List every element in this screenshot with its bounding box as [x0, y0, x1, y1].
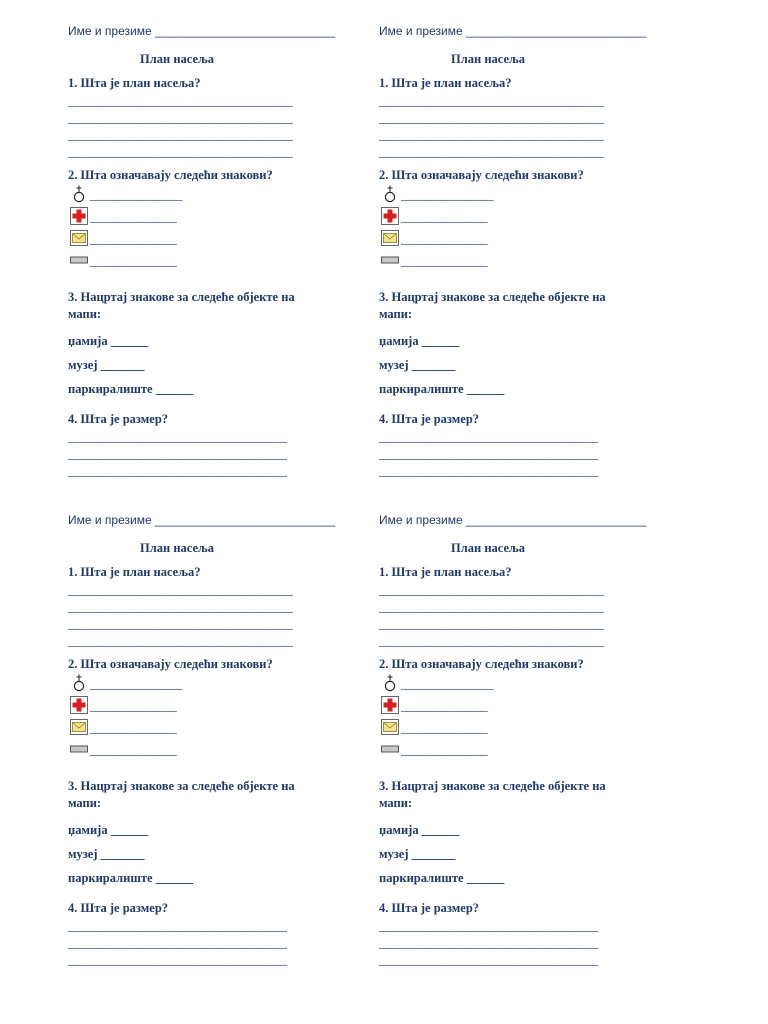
question-3: 3. Нацртај знакове за следеће објекте на мапи:: [379, 779, 606, 810]
question-3: 3. Нацртај знакове за следеће објекте на мапи:: [68, 290, 295, 321]
hospital-cross-icon: [381, 207, 399, 225]
object-museum: музеј _______: [379, 847, 456, 861]
object-parking: паркиралиште ______: [68, 382, 194, 396]
road-bar-icon: [381, 740, 399, 758]
answer-line: ______________________________________: [379, 919, 598, 933]
question-4: 4. Шта је размер?: [379, 412, 480, 426]
answer-line: _______________________________________: [68, 145, 293, 159]
question-4: 4. Шта је размер?: [379, 901, 480, 915]
symbol-answer-line: _______________: [90, 254, 177, 268]
name-label: Име и презиме: [68, 24, 152, 38]
symbol-answer-line: _______________: [90, 232, 177, 246]
answer-line: _______________________________________: [68, 583, 293, 597]
church-icon: [381, 674, 399, 692]
symbol-answer-line: _______________: [90, 699, 177, 713]
name-blank: ___________________________: [154, 24, 336, 38]
answer-line: _______________________________________: [68, 600, 293, 614]
object-mosque: џамија ______: [379, 334, 460, 348]
answer-line: ______________________________________: [68, 464, 287, 478]
symbol-answer-line: ________________: [90, 188, 182, 202]
symbol-answer-line: ________________: [90, 677, 182, 691]
answer-line: _______________________________________: [68, 128, 293, 142]
question-2: 2. Шта означавају следећи знакови?: [379, 168, 584, 182]
answer-line: ______________________________________: [379, 936, 598, 950]
name-line: [379, 512, 646, 529]
hospital-cross-icon: [70, 207, 88, 225]
symbol-answer-line: _______________: [401, 232, 488, 246]
hospital-cross-icon: [70, 696, 88, 714]
worksheet-title: План насеља: [140, 52, 215, 66]
road-bar-icon: [70, 740, 88, 758]
name-line: [379, 23, 646, 40]
answer-line: _______________________________________: [68, 617, 293, 631]
answer-line: _______________________________________: [379, 634, 604, 648]
symbol-answer-line: _______________: [90, 721, 177, 735]
answer-line: _______________________________________: [68, 634, 293, 648]
symbol-answer-line: _______________: [401, 721, 488, 735]
object-mosque: џамија ______: [68, 823, 149, 837]
answer-line: _______________________________________: [379, 94, 604, 108]
name-line: [68, 23, 335, 40]
question-1: 1. Шта је план насеља?: [68, 76, 201, 90]
road-bar-icon: [70, 251, 88, 269]
name-blank: ___________________________: [465, 24, 647, 38]
question-1: 1. Шта је план насеља?: [68, 565, 201, 579]
answer-line: _______________________________________: [379, 145, 604, 159]
answer-line: _______________________________________: [68, 111, 293, 125]
question-1: 1. Шта је план насеља?: [379, 565, 512, 579]
answer-line: ______________________________________: [379, 953, 598, 967]
hospital-cross-icon: [381, 696, 399, 714]
answer-line: ______________________________________: [379, 430, 598, 444]
answer-line: _______________________________________: [379, 111, 604, 125]
question-2: 2. Шта означавају следећи знакови?: [68, 168, 273, 182]
symbol-answer-line: _______________: [90, 743, 177, 757]
answer-line: ______________________________________: [68, 430, 287, 444]
answer-line: _______________________________________: [379, 617, 604, 631]
name-blank: ___________________________: [465, 513, 647, 527]
church-icon: [70, 674, 88, 692]
post-envelope-icon: [70, 718, 88, 736]
symbol-answer-line: _______________: [401, 254, 488, 268]
name-label: Име и презиме: [379, 24, 463, 38]
answer-line: ______________________________________: [68, 936, 287, 950]
question-3: 3. Нацртај знакове за следеће објекте на мапи:: [379, 290, 606, 321]
name-blank: ___________________________: [154, 513, 336, 527]
answer-line: ______________________________________: [68, 953, 287, 967]
object-parking: паркиралиште ______: [379, 871, 505, 885]
question-2: 2. Шта означавају следећи знакови?: [379, 657, 584, 671]
church-icon: [70, 185, 88, 203]
name-label: Име и презиме: [68, 513, 152, 527]
object-museum: музеј _______: [68, 358, 145, 372]
answer-line: ______________________________________: [68, 447, 287, 461]
object-mosque: џамија ______: [68, 334, 149, 348]
worksheet-title: План насеља: [451, 541, 526, 555]
symbol-answer-line: _______________: [401, 699, 488, 713]
symbol-answer-line: _______________: [401, 743, 488, 757]
answer-line: _______________________________________: [68, 94, 293, 108]
post-envelope-icon: [381, 718, 399, 736]
question-4: 4. Шта је размер?: [68, 901, 169, 915]
object-museum: музеј _______: [68, 847, 145, 861]
symbol-answer-line: ________________: [401, 188, 493, 202]
object-museum: музеј _______: [379, 358, 456, 372]
answer-line: _______________________________________: [379, 583, 604, 597]
name-line: [68, 512, 335, 529]
name-label: Име и презиме: [379, 513, 463, 527]
worksheet-title: План насеља: [451, 52, 526, 66]
answer-line: _______________________________________: [379, 600, 604, 614]
symbol-answer-line: _______________: [401, 210, 488, 224]
answer-line: ______________________________________: [379, 447, 598, 461]
question-4: 4. Шта је размер?: [68, 412, 169, 426]
answer-line: ______________________________________: [68, 919, 287, 933]
object-parking: паркиралиште ______: [68, 871, 194, 885]
object-parking: паркиралиште ______: [379, 382, 505, 396]
church-icon: [381, 185, 399, 203]
question-3: 3. Нацртај знакове за следеће објекте на мапи:: [68, 779, 295, 810]
object-mosque: џамија ______: [379, 823, 460, 837]
answer-line: ______________________________________: [379, 464, 598, 478]
symbol-answer-line: _______________: [90, 210, 177, 224]
symbol-answer-line: ________________: [401, 677, 493, 691]
question-1: 1. Шта је план насеља?: [379, 76, 512, 90]
worksheet-title: План насеља: [140, 541, 215, 555]
question-2: 2. Шта означавају следећи знакови?: [68, 657, 273, 671]
answer-line: _______________________________________: [379, 128, 604, 142]
road-bar-icon: [381, 251, 399, 269]
post-envelope-icon: [70, 229, 88, 247]
post-envelope-icon: [381, 229, 399, 247]
